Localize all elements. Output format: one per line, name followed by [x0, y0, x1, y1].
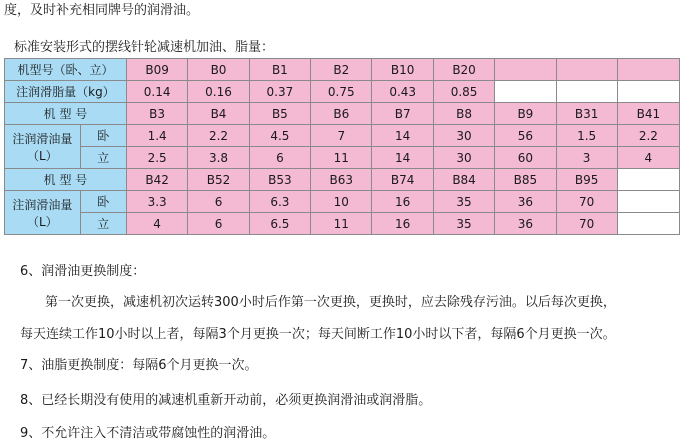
section-heading-oil-change: 6、润滑油更换制度：: [20, 264, 146, 279]
table-cell: 11: [311, 213, 372, 235]
model-header-cell: 机 型 号: [5, 103, 127, 125]
table-cell: 0.14: [126, 81, 187, 103]
table-cell: 6: [188, 213, 249, 235]
table-cell: 16: [372, 213, 433, 235]
orientation-horizontal: 卧: [80, 191, 126, 213]
table-cell: [556, 59, 617, 81]
table-row: [5, 169, 680, 191]
table-cell: 16: [372, 191, 433, 213]
table-cell: 35: [433, 213, 494, 235]
table-cell: [617, 191, 679, 213]
table-cell: 11: [311, 147, 372, 169]
table-row: [5, 147, 680, 169]
table-cell: 0.75: [311, 81, 372, 103]
paragraph-first-change: 第一次更换，减速机初次运转300小时后作第一次更换，更换时，应去除残存污油。以后每次更换，: [45, 295, 616, 310]
table-cell: 4: [617, 147, 679, 169]
table-cell: [617, 81, 679, 103]
table-cell: 60: [495, 147, 556, 169]
table-cell: 14: [372, 147, 433, 169]
table-cell: 0.85: [433, 81, 494, 103]
table-cell: [617, 169, 679, 191]
oil-header-line2: （L）: [26, 214, 58, 229]
section-heading-no-dirty-oil: 9、不允许注入不清洁或带腐蚀性的润滑油。: [20, 426, 276, 441]
table-cell: B8: [433, 103, 494, 125]
table-cell: 35: [433, 191, 494, 213]
table-cell: 6.5: [249, 213, 310, 235]
table-cell: 6.3: [249, 191, 310, 213]
table-cell: [556, 81, 617, 103]
table-caption: 标准安装形式的摆线针轮减速机加油、脂量：: [14, 40, 275, 55]
table-row: [5, 125, 680, 147]
table-cell: B41: [617, 103, 679, 125]
table-cell: B63: [311, 169, 372, 191]
table-cell: B4: [188, 103, 249, 125]
table-row: [5, 191, 680, 213]
table-cell: 70: [556, 213, 617, 235]
table-cell: B9: [495, 103, 556, 125]
table-cell: 0.16: [188, 81, 249, 103]
model-header-cell: 机 型 号: [5, 169, 127, 191]
table-cell: B7: [372, 103, 433, 125]
table-cell: 70: [556, 191, 617, 213]
oil-header-cell: [5, 191, 81, 235]
table-cell: 30: [433, 125, 494, 147]
section-heading-long-idle: 8、已经长期没有使用的减速机重新开动前，必须更换润滑油或润滑脂。: [20, 393, 432, 408]
oil-header-cell: [5, 125, 81, 169]
table-cell: B3: [126, 103, 187, 125]
table-cell: 6: [188, 191, 249, 213]
table-cell: B2: [311, 59, 372, 81]
table-cell: 36: [495, 191, 556, 213]
table-cell: B09: [126, 59, 187, 81]
table-cell: B0: [188, 59, 249, 81]
table-cell: 1.5: [556, 125, 617, 147]
table-cell: 56: [495, 125, 556, 147]
table-cell: 2.5: [126, 147, 187, 169]
model-header-cell: 机型号（卧、立）: [5, 59, 127, 81]
lubrication-table: [4, 58, 680, 235]
table-cell: 0.37: [249, 81, 310, 103]
grease-header-cell: 注润滑脂量（kg）: [5, 81, 127, 103]
table-cell: [495, 59, 556, 81]
table-row: [5, 213, 680, 235]
oil-header-line1: 注润滑油量: [12, 197, 73, 212]
table-row: [5, 81, 680, 103]
table-cell: 3.8: [188, 147, 249, 169]
table-cell: B42: [126, 169, 187, 191]
table-cell: B10: [372, 59, 433, 81]
table-cell: 1.4: [126, 125, 187, 147]
table-cell: 2.2: [617, 125, 679, 147]
orientation-vertical: 立: [80, 213, 126, 235]
table-cell: 10: [311, 191, 372, 213]
section-heading-grease-change: 7、油脂更换制度：每隔6个月更换一次。: [20, 358, 258, 373]
paragraph-change-interval: 每天连续工作10小时以上者，每隔3个月更换一次；每天间断工作10小时以下者，每隔6个月更换一次。: [20, 327, 616, 342]
table-cell: B85: [495, 169, 556, 191]
table-cell: B95: [556, 169, 617, 191]
table-cell: 30: [433, 147, 494, 169]
table-cell: B74: [372, 169, 433, 191]
table-cell: B6: [311, 103, 372, 125]
table-row: [5, 59, 680, 81]
continuation-text: 度，及时补充相同牌号的润滑油。: [4, 3, 200, 18]
table-cell: 6: [249, 147, 310, 169]
table-cell: 4: [126, 213, 187, 235]
table-cell: B5: [249, 103, 310, 125]
table-row: [5, 103, 680, 125]
table-cell: B84: [433, 169, 494, 191]
table-cell: 7: [311, 125, 372, 147]
table-cell: 14: [372, 125, 433, 147]
table-cell: 0.43: [372, 81, 433, 103]
table-cell: B20: [433, 59, 494, 81]
table-cell: 4.5: [249, 125, 310, 147]
orientation-vertical: 立: [80, 147, 126, 169]
table-cell: 3.3: [126, 191, 187, 213]
table-cell: B52: [188, 169, 249, 191]
table-cell: B53: [249, 169, 310, 191]
table-cell: B31: [556, 103, 617, 125]
table-cell: 3: [556, 147, 617, 169]
orientation-horizontal: 卧: [80, 125, 126, 147]
table-cell: [495, 81, 556, 103]
table-cell: [617, 59, 679, 81]
oil-header-line1: 注润滑油量: [12, 131, 73, 146]
table-cell: 2.2: [188, 125, 249, 147]
oil-header-line2: （L）: [26, 148, 58, 163]
table-cell: [617, 213, 679, 235]
table-cell: B1: [249, 59, 310, 81]
table-cell: 36: [495, 213, 556, 235]
